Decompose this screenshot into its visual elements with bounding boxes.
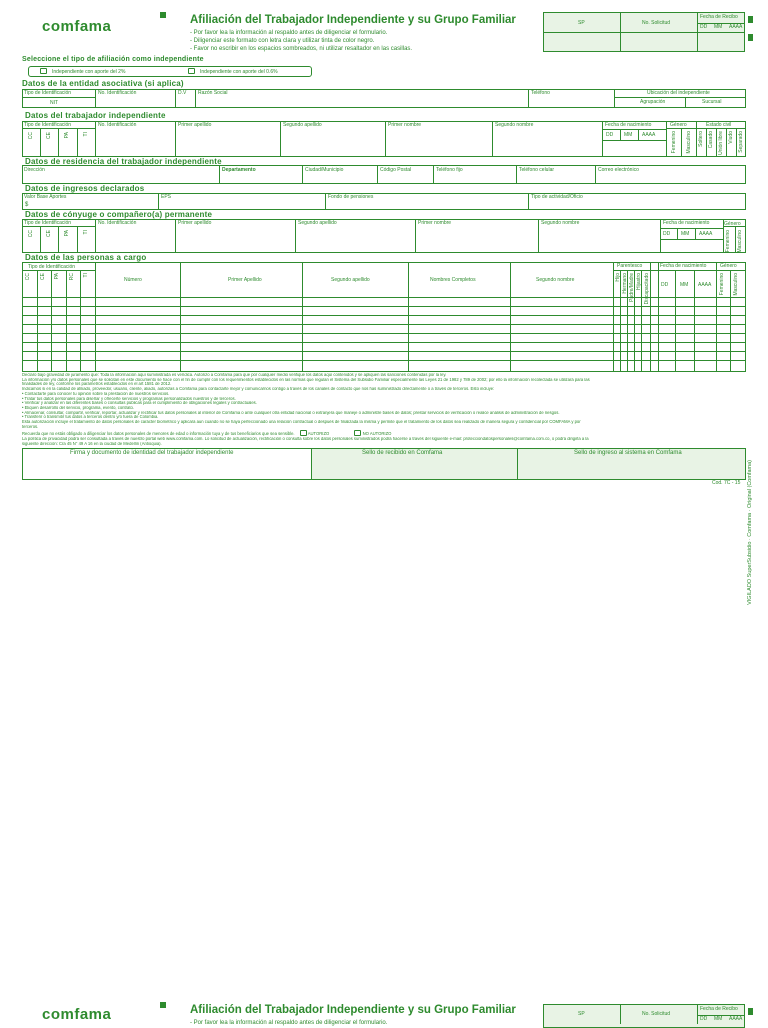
personas-aaaa: AAAA (698, 282, 712, 288)
legal-text-block (22, 373, 746, 447)
conyuge-segundo-nombre-label: Segundo nombre (541, 220, 580, 226)
residencia-tel-celular-label: Teléfono celular (519, 167, 555, 173)
conyuge-ce: CE (46, 230, 52, 237)
table-row[interactable] (22, 342, 746, 343)
comfama-logo-page2: comfama (42, 1006, 112, 1023)
entidad-heading: Datos de la entidad asociativa (si aplica) (22, 79, 184, 88)
trabajador-ti: TI (83, 132, 89, 137)
personas-cc: CC (25, 273, 31, 281)
trabajador-femenino: Femenino (671, 131, 677, 154)
personas-numero-label: Número (124, 277, 142, 283)
table-row[interactable] (22, 306, 746, 307)
form-title-page2: Afiliación del Trabajador Independiente y su Grupo Familiar (190, 1004, 516, 1016)
firma-label: Firma y documento de identidad del trabajador independiente (70, 450, 234, 456)
conyuge-mm: MM (681, 231, 690, 237)
ingresos-box (22, 193, 746, 210)
parentesco-discapacitado: Discapacitado (644, 273, 650, 305)
table-row[interactable] (22, 333, 746, 334)
instruction-2: - Diligenciar este formato con letra clara y utilizar tinta de color negro. (190, 38, 375, 44)
personas-pa: PA (54, 273, 60, 280)
conyuge-tipo-id-label: Tipo de Identificación (24, 220, 72, 226)
ingresos-eps-label: EPS (161, 194, 172, 200)
instruction-1-page2: - Por favor lea la información al respaldo antes de diligenciar el formulario. (190, 1020, 388, 1026)
ingresos-valor-base-label: Valor Base Aportes (24, 194, 67, 200)
conyuge-genero-label: Género (724, 221, 741, 227)
trabajador-ce: CE (46, 132, 52, 139)
residencia-direccion-label: Dirección (24, 167, 45, 173)
parentesco-hijo: Hijo (615, 273, 621, 282)
legal-line: • Contactarte para conocer tu opinión sobre la prestación de nuestros servicios. (22, 391, 170, 396)
entidad-dv-label: D.V (178, 90, 187, 96)
table-row[interactable] (22, 360, 746, 361)
corner-mark (748, 34, 753, 41)
entidad-telefono-label: Teléfono (531, 90, 550, 96)
legal-line: • Eliquen desarrollo del servicio, programa, evento, contrato. (22, 405, 135, 410)
trabajador-tipo-id-label: Tipo de Identificación (24, 122, 72, 128)
legal-line: Declaro bajo gravedad de juramento que: Toda la información aquí suministrada es verídica. Autorizo a Comfama para que por cualquier medio verifique los datos aquí contenidos y se apliquen las sanciones contenidas por la ley. (22, 373, 447, 377)
solicitud-label-page2: No. Solicitud (642, 1011, 671, 1017)
sp-label: SP (578, 20, 585, 26)
legal-line: Indicamos si en la calidad de afiliado, proveedor, usuario, cliente, aliado, autorizas a Comfama para contactarte mejor y comunicarnos contigo a través de los canales de contacto que nos has suministrado directamente o a través de terceros. Esto incluye: (22, 387, 495, 392)
legal-line: • Tratar tus datos personales para diseñar y ofrecerte servicios y programas personalizados nuestros y de terceros. (22, 396, 236, 401)
personas-segundo-nombre-label: Segundo nombre (536, 277, 575, 283)
sello-recibido-label: Sello de recibido en Comfama (362, 450, 443, 456)
ingresos-actividad-label: Tipo de actividad/Oficio (531, 194, 583, 200)
personas-femenino: Femenino (719, 273, 725, 296)
entidad-no-id-label: No. Identificación (98, 90, 137, 96)
recibo-mm-page2: MM (714, 1016, 723, 1022)
legal-line: • Almacenar, consultar, compartir, verificar, reportar, actualizar y rectificar tus datos personales al interior de Comfama o ante cualquier otra entidad nacional o extranjera que maneje o administre bases de datos; prestar servicios de verificación o realice análisis de administración de riesgos. (22, 410, 560, 415)
no-autorizo-label: NO AUTORIZO (362, 431, 392, 437)
personas-nombres-label: Nombres Completos (430, 277, 476, 283)
personas-dd: DD (661, 282, 669, 288)
trabajador-fecha-nac-label: Fecha de nacimiento (605, 122, 652, 128)
personas-heading: Datos de las personas a cargo (25, 253, 147, 262)
recibo-aaaa: AAAA (729, 24, 743, 30)
personas-primer-apellido-label: Primer Apellido (228, 277, 262, 283)
conyuge-masculino: Masculino (737, 230, 743, 253)
conyuge-primer-apellido-label: Primer apellido (178, 220, 212, 226)
estado-separado: Separado (738, 131, 744, 153)
residencia-tel-fijo-label: Teléfono fijo (436, 167, 463, 173)
legal-line: • Verificar y analizar en las diferentes bases o consultas públicas para el cumplimiento de obligaciones legales y contractuales. (22, 401, 257, 406)
entidad-tipo-id-label: Tipo de Identificación (24, 90, 72, 96)
option-2pct-label: Independiente con aporte del 2% (52, 69, 126, 75)
legal-line: La política de privacidad podrá ser consultada a través de nuestro portal web www.comfama.com. Lo solicitud de actualización, rectificación o consulta sobre los datos personales suministrados podrá hacerse a través del siguiente e-mail: protecciondatospersonales@comfama.com.co, o podrá dirigirla a la (22, 437, 589, 442)
personas-genero-label: Género (720, 263, 737, 269)
personas-mm: MM (680, 282, 689, 288)
ingresos-fondo-label: Fondo de pensiones (328, 194, 374, 200)
corner-mark-page2 (748, 1008, 753, 1015)
entidad-ubicacion-label: Ubicación del independiente (647, 90, 710, 96)
option-2pct-checkbox[interactable] (40, 68, 47, 74)
fecha-recibo-label-page2: Fecha de Recibo (700, 1006, 738, 1012)
trabajador-masculino: Masculino (686, 131, 692, 154)
conyuge-aaaa: AAAA (699, 231, 713, 237)
residencia-heading: Datos de residencia del trabajador independiente (25, 157, 222, 166)
personas-parentesco-label: Parentesco (617, 263, 643, 269)
trabajador-aaaa: AAAA (642, 132, 656, 138)
instruction-1: - Por favor lea la información al respaldo antes de diligenciar el formulario. (190, 30, 388, 36)
instruction-3: - Favor no escribir en los espacios sombreados, ni utilizar resaltador en las casillas. (190, 46, 413, 52)
personas-ce: CE (40, 273, 46, 280)
autorizo-checkbox[interactable] (300, 430, 307, 436)
recibo-aaaa-page2: AAAA (729, 1016, 743, 1022)
estado-casado: Casado (708, 131, 714, 149)
solicitud-label: No. Solicitud (642, 20, 671, 26)
conyuge-femenino: Femenino (725, 230, 731, 253)
trabajador-no-id-label: No. Identificación (98, 122, 137, 128)
trabajador-segundo-nombre-label: Segundo nombre (495, 122, 534, 128)
residencia-codigo-postal-label: Código Postal (380, 167, 412, 173)
header-square-mark-page2 (160, 1002, 166, 1008)
trabajador-primer-nombre-label: Primer nombre (388, 122, 422, 128)
legal-line: Recuerda que no estás obligado a diligenciar los datos personales de menores de edad o información tuya y de tus beneficiarios que sea sensible. (22, 431, 295, 437)
conyuge-segundo-apellido-label: Segundo apellido (298, 220, 337, 226)
tipo-afiliacion-heading: Seleccione el tipo de afiliación como independiente (22, 56, 204, 63)
no-autorizo-checkbox[interactable] (354, 430, 361, 436)
table-row[interactable] (22, 351, 746, 352)
form-code: Cod. 7C - 15 (712, 480, 741, 486)
recibo-dd: DD (700, 24, 708, 30)
legal-line: La información y/o datos personales que se solicitan en este documento se hace con el fin de cumplir con los requerimientos establecidos en las normas que regulan el Sistema del Subsidio Familiar especialmente las Leyes 21 de 1982 y 789 de 2002; por ello la información recolectada se utilizará para las (22, 377, 590, 382)
personas-masculino: Masculino (733, 273, 739, 296)
parentesco-hermano: Hermano (622, 273, 628, 294)
ingresos-heading: Datos de ingresos declarados (25, 184, 145, 193)
parentesco-hijastro: Hijastro (636, 273, 642, 290)
form-title: Afiliación del Trabajador Independiente y su Grupo Familiar (190, 14, 516, 26)
parentesco-padre-madre: Padre/Madre (629, 273, 635, 302)
conyuge-heading: Datos de cónyuge o compañero(a) permanente (25, 210, 213, 219)
corner-mark (748, 16, 753, 23)
trabajador-estado-civil-label: Estado civil (706, 122, 732, 128)
conyuge-ti: TI (83, 230, 89, 235)
personas-rc: RC (69, 273, 75, 281)
entidad-nit: NIT (50, 100, 59, 106)
conyuge-fecha-nac-label: Fecha de nacimiento (663, 220, 710, 226)
autorizo-label: AUTORIZO (307, 431, 330, 437)
entidad-sucursal-label: Sucursal (702, 99, 722, 105)
trabajador-cc: CC (28, 132, 34, 140)
entidad-razon-label: Razón Social (198, 90, 228, 96)
trabajador-primer-apellido-label: Primer apellido (178, 122, 212, 128)
table-row[interactable] (22, 315, 746, 316)
sp-label-page2: SP (578, 1011, 585, 1017)
estado-soltero: Soltero (698, 131, 704, 147)
conyuge-primer-nombre-label: Primer nombre (418, 220, 452, 226)
ingresos-currency: $ (25, 202, 29, 208)
trabajador-segundo-apellido-label: Segundo apellido (283, 122, 322, 128)
table-row[interactable] (22, 324, 746, 325)
personas-tipo-id-label: Tipo de Identificación (28, 264, 76, 270)
trabajador-heading: Datos del trabajador independiente (25, 111, 166, 120)
conyuge-cc: CC (28, 230, 34, 238)
residencia-ciudad-label: Ciudad/Municipio (305, 167, 344, 173)
side-vertical-text: VIGILADO SuperSubsidio · Comfama · Original (Comfama) (747, 460, 753, 605)
estado-union-libre: Unión libre (718, 131, 724, 155)
trabajador-dd: DD (606, 132, 614, 138)
legal-line: Esta autorización incluye el tratamiento de datos personales de carácter biométrico y aplicará aun cuando no se haya perfeccionado una relación contractual o después de finalizada la misma y permite que el tratamiento de los datos sea realizado de manera segura y confidencial por COMFAMA y por (22, 420, 581, 425)
comfama-logo: comfama (42, 18, 112, 35)
trabajador-genero-label: Género (670, 122, 687, 128)
residencia-departamento-label: Departamento (222, 167, 256, 173)
recibo-mm: MM (714, 24, 723, 30)
personas-fecha-nac-label: Fecha de nacimiento (660, 263, 707, 269)
personas-segundo-apellido-label: Segundo apellido (331, 277, 370, 283)
option-06pct-checkbox[interactable] (188, 68, 195, 74)
header-square-mark (160, 12, 166, 18)
residencia-correo-label: Correo electrónico (598, 167, 639, 173)
estado-viudo: Viudo (728, 131, 734, 144)
trabajador-pa: PA (64, 132, 70, 139)
legal-line: terceros. (22, 424, 39, 429)
conyuge-no-id-label: No. Identificación (98, 220, 137, 226)
legal-line: finalidades de ley, conforme los parámetros establecidos en el art 1581 de 2012. (22, 382, 172, 387)
legal-line: • Transferir o transmitir tus datos a terceros dentro y/o fuera de Colombia. (22, 415, 159, 420)
conyuge-pa: PA (64, 230, 70, 237)
table-row[interactable] (22, 297, 746, 298)
personas-ti: TI (83, 273, 89, 278)
entidad-agrupacion-label: Agrupación (640, 99, 666, 105)
sello-ingreso-label: Sello de ingreso al sistema en Comfama (574, 450, 682, 456)
option-06pct-label: Independiente con aporte del 0.6% (200, 69, 278, 75)
legal-line: siguiente dirección: Cra 45 N° 49 A 16 en la ciudad de Medellín (Antioquia). (22, 442, 162, 447)
conyuge-dd: DD (663, 231, 671, 237)
fecha-recibo-label: Fecha de Recibo (700, 14, 738, 20)
recibo-dd-page2: DD (700, 1016, 708, 1022)
trabajador-mm: MM (624, 132, 633, 138)
